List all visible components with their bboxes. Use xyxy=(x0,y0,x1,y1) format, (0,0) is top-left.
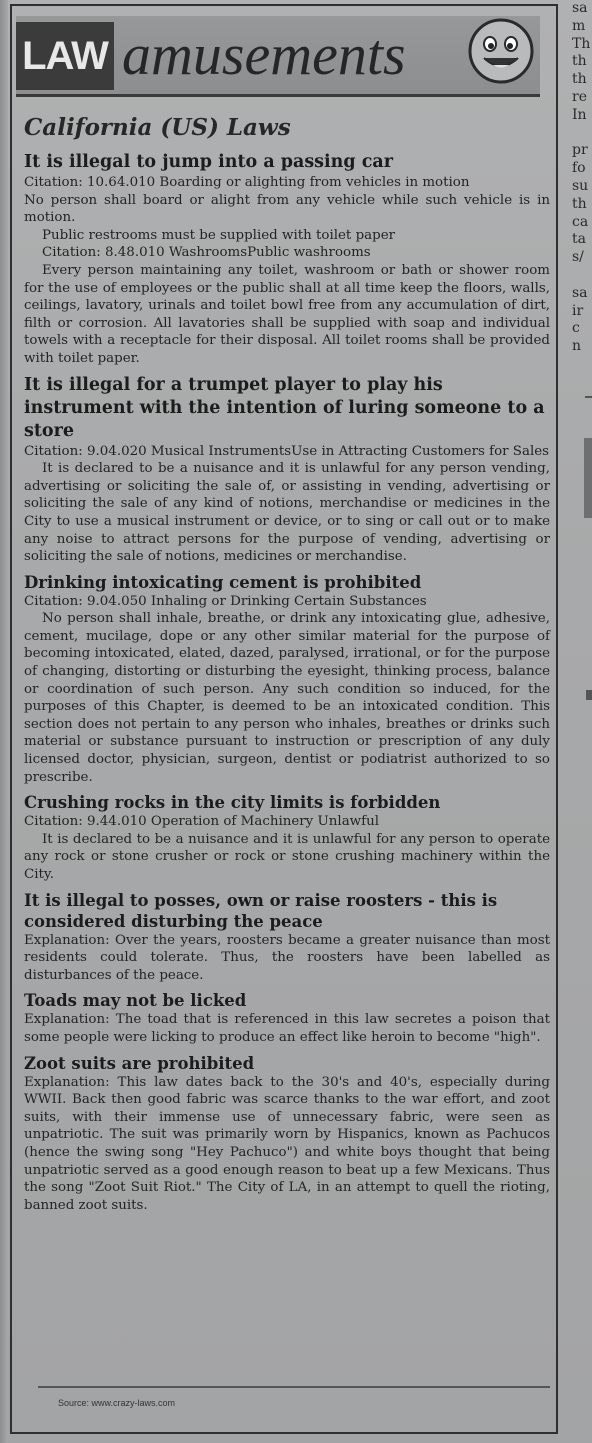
neighbour-column xyxy=(572,0,592,400)
law-item xyxy=(24,572,550,787)
law-explanation: Explanation: Over the years, roosters became a greater nuisance than most residents could tolerate. Thus, the roosters have been labelled as disturbances of the peace. xyxy=(24,932,550,983)
neighbour-shaded-block xyxy=(584,438,592,518)
neighbour-fragment: s/ xyxy=(572,249,584,266)
law-explanation: Explanation: The toad that is referenced in this law secretes a poison that some people were licking to produce an effect like heroin to become "high". xyxy=(24,1012,550,1045)
neighbour-mark xyxy=(586,690,592,700)
neighbour-fragment xyxy=(572,267,592,285)
law-text: It is declared to be a nuisance and it is unlawful for any person vending, advertising or soliciting the sale of, or assisting in vending, advertising or soliciting the sale of any kind of notions, merchandise or medicines in the City to use a musical instrument or device, or to sing or call out or to make any noise to attract persons for the purpose of vending, advertising or soliciting the sale of notions, medicines or merchandise. xyxy=(24,461,550,565)
law-subheading: Public restrooms must be supplied with toilet paper xyxy=(42,227,396,243)
source-divider xyxy=(38,1386,550,1388)
neighbour-fragment: fo xyxy=(572,160,586,177)
law-citation: Citation: 8.48.010 WashroomsPublic washrooms xyxy=(42,245,371,261)
law-item xyxy=(24,890,550,985)
law-citation: Citation: 10.64.010 Boarding or alighting from vehicles in motion xyxy=(24,175,470,190)
column-header xyxy=(16,16,540,97)
law-heading: It is illegal to posses, own or raise roosters - this is considered disturbing the peace xyxy=(24,890,498,931)
law-heading: Zoot suits are prohibited xyxy=(24,1053,255,1073)
neighbour-fragment: su xyxy=(572,177,589,194)
law-heading: Crushing rocks in the city limits is forbidden xyxy=(24,793,441,813)
article-title: California (US) Laws xyxy=(24,114,291,141)
neighbour-fragment: ca xyxy=(572,213,589,230)
neighbour-fragment: c xyxy=(572,320,580,337)
law-item xyxy=(24,1053,550,1215)
source-credit: Source: www.crazy-laws.com xyxy=(58,1398,176,1408)
law-heading: It is illegal for a trumpet player to play his instrument with the intention of luring someone to a store xyxy=(24,374,545,441)
law-heading: Toads may not be licked xyxy=(24,991,247,1011)
law-item xyxy=(24,151,550,368)
page-edge-shadow xyxy=(0,0,8,1443)
neighbour-fragment: sa xyxy=(572,0,588,16)
law-citation: Citation: 9.04.050 Inhaling or Drinking Certain Substances xyxy=(24,593,427,609)
law-badge: LAW xyxy=(16,22,114,90)
neighbour-fragment: ir xyxy=(572,302,584,319)
neighbour-fragment: m xyxy=(572,17,586,34)
law-text: Every person maintaining any toilet, washroom or bath or shower room for the use of employees or the public shall at all time keep the floors, walls, ceilings, lavatory, urinals and toilet bowl free from any accumulation of dirt, filth or corrosion. All lavatories shall be supplied with soap and individual towels with a receptacle for their disposal. All toilet rooms shall be provided with toilet paper. xyxy=(24,262,550,366)
column-title: amusements xyxy=(122,22,406,87)
neighbour-fragment: pr xyxy=(572,142,588,159)
law-heading: Drinking intoxicating cement is prohibited xyxy=(24,572,422,592)
neighbour-fragment xyxy=(572,125,592,143)
neighbour-fragment: th xyxy=(572,71,587,88)
law-item xyxy=(24,990,550,1046)
law-heading: It is illegal to jump into a passing car xyxy=(24,152,393,172)
neighbour-fragment: Th xyxy=(572,35,591,52)
neighbour-fragment: n xyxy=(572,338,582,355)
law-item xyxy=(24,792,550,883)
neighbour-fragment: th xyxy=(572,53,587,70)
law-citation: Citation: 9.04.020 Musical InstrumentsUse in Attracting Customers for Sales xyxy=(24,443,550,459)
neighbour-fragment: re xyxy=(572,88,587,105)
smiley-face-icon xyxy=(466,16,536,86)
neighbour-fragment: In xyxy=(572,106,587,123)
neighbour-fragment: ta xyxy=(572,231,586,248)
neighbour-fragment: th xyxy=(572,195,587,212)
law-text: No person shall inhale, breathe, or drink any intoxicating glue, adhesive, cement, mucilage, dope or any other similar material for the purpose of becoming intoxicated, elated, dazed, paralysed, irrational, or for the purpose of changing, distorting or disturbing the eyesight, thinking process, balance or coordination of such person. Any such condition so induced, for the purposes of this Chapter, is deemed to be an intoxicated condition. This section does not pertain to any person who inhales, breathes or drinks such material or substance pursuant to instruction or prescription of any duly licensed doctor, physician, surgeon, dentist or podiatrist authorized to so prescribe. xyxy=(24,611,550,785)
law-citation: Citation: 9.44.010 Operation of Machinery Unlawful xyxy=(24,814,380,830)
law-text: No person shall board or alight from any vehicle while such vehicle is in motion. xyxy=(24,192,550,226)
neighbour-divider xyxy=(585,396,592,398)
law-text: It is declared to be a nuisance and it is unlawful for any person to operate any rock or stone crusher or rock or stone crushing machinery within the City. xyxy=(24,831,550,882)
article-body xyxy=(24,114,550,1214)
law-explanation: Explanation: This law dates back to the 30's and 40's, especially during WWII. Back then good fabric was scarce thanks to the war effort, and zoot suits, with their immense use of unnecessary fabric, were seen as unpatriotic. The suit was primarily worn by Hispanics, known as Pachucos (hence the swing song "Hey Pachuco") and white boys thought that being unpatriotic served as a good enough reason to beat up a few Mexicans. Thus the song "Zoot Suit Riot." The City of LA, in an attempt to quell the rioting, banned zoot suits. xyxy=(24,1074,550,1213)
neighbour-fragment: sa xyxy=(572,284,588,301)
law-item xyxy=(24,374,550,566)
